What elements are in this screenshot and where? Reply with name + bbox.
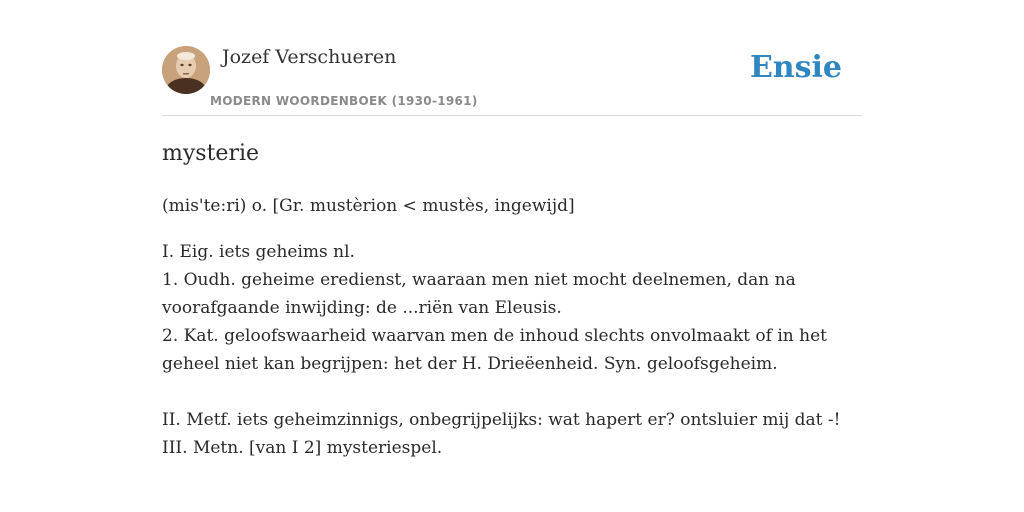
- headword: mysterie: [162, 141, 260, 166]
- definition-line: voorafgaande inwijding: de ...riën van Eleusis.: [162, 298, 562, 318]
- definition-spacer: [162, 378, 862, 406]
- portrait-icon: [162, 46, 210, 94]
- definition-line: 1. Oudh. geheime eredienst, waaraan men niet mocht deelnemen, dan na: [162, 270, 796, 290]
- definition-line: III. Metn. [van I 2] mysteriespel.: [162, 438, 443, 458]
- definition-line: I. Eig. iets geheims nl.: [162, 242, 355, 262]
- definition-line: geheel niet kan begrijpen: het der H. Drieëenheid. Syn. geloofsgeheim.: [162, 354, 778, 374]
- author-avatar[interactable]: [162, 46, 210, 94]
- entry-body: [162, 136, 862, 462]
- entry-header: [162, 44, 862, 116]
- definition: [162, 238, 862, 462]
- definition-line: 2. Kat. geloofswaarheid waarvan men de inhoud slechts onvolmaakt of in het: [162, 326, 827, 346]
- definition-line: II. Metf. iets geheimzinnigs, onbegrijpelijks: wat hapert er? ontsluier mij dat -!: [162, 410, 841, 430]
- dictionary-name[interactable]: MODERN WOORDENBOEK (1930-1961): [210, 94, 478, 108]
- etymology: (mis'te:ri) o. [Gr. mustèrion < mustès, ingewijd]: [162, 196, 575, 216]
- author-name[interactable]: Jozef Verschueren: [222, 46, 397, 68]
- brand-logo[interactable]: Ensie: [749, 50, 842, 85]
